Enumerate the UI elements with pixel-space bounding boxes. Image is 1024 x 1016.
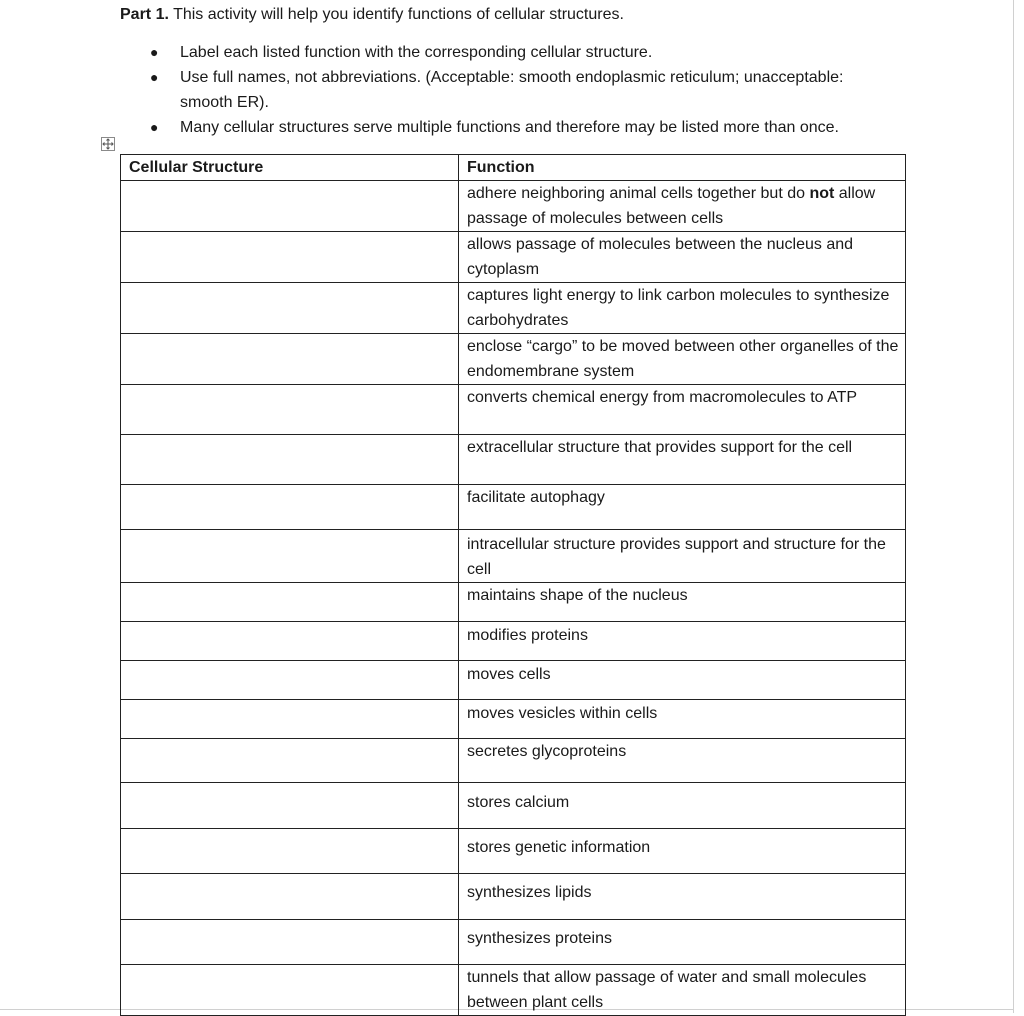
table-row [121, 920, 906, 965]
instruction-item [120, 115, 900, 140]
table-row [121, 435, 906, 485]
instruction-list [120, 40, 900, 140]
structure-answer-cell[interactable] [121, 583, 459, 622]
table-row [121, 283, 906, 334]
structure-answer-cell[interactable] [121, 232, 459, 283]
table-row [121, 583, 906, 622]
function-emphasis: not [809, 185, 835, 202]
bullet-icon: ● [150, 119, 159, 135]
table-row [121, 485, 906, 530]
table-row [121, 700, 906, 739]
function-cell: enclose “cargo” to be moved between other organelles of the endomembrane system [459, 334, 906, 385]
function-cell: stores genetic information [459, 829, 906, 874]
page-edge [1013, 0, 1014, 1013]
function-cell: maintains shape of the nucleus [459, 583, 906, 622]
function-cell: tunnels that allow passage of water and small molecules between plant cells [459, 965, 906, 1016]
table-move-handle-icon[interactable] [101, 137, 115, 151]
bullet-icon: ● [150, 44, 159, 60]
function-cell: synthesizes proteins [459, 920, 906, 965]
instruction-item [120, 40, 900, 65]
function-text: adhere neighboring animal cells together but do [467, 185, 810, 202]
instruction-text: Many cellular structures serve multiple functions and therefore may be listed more than once. [180, 119, 839, 136]
table-row [121, 622, 906, 661]
function-cell: moves cells [459, 661, 906, 700]
table-row [121, 181, 906, 232]
table-row [121, 385, 906, 435]
part-description: This activity will help you identify functions of cellular structures. [173, 6, 624, 23]
structure-answer-cell[interactable] [121, 783, 459, 829]
structure-answer-cell[interactable] [121, 874, 459, 920]
function-cell: facilitate autophagy [459, 485, 906, 530]
function-cell: allows passage of molecules between the nucleus and cytoplasm [459, 232, 906, 283]
table-row [121, 661, 906, 700]
bullet-icon: ● [150, 69, 159, 85]
function-cell: intracellular structure provides support and structure for the cell [459, 530, 906, 583]
structure-answer-cell[interactable] [121, 739, 459, 783]
instruction-text: Use full names, not abbreviations. (Acceptable: smooth endoplasmic reticulum; unacceptable: smooth ER). [180, 69, 844, 111]
structure-answer-cell[interactable] [121, 530, 459, 583]
structure-answer-cell[interactable] [121, 622, 459, 661]
structure-answer-cell[interactable] [121, 181, 459, 232]
part-label: Part 1. [120, 6, 169, 23]
header-function: Function [459, 155, 906, 181]
structure-answer-cell[interactable] [121, 920, 459, 965]
structure-answer-cell[interactable] [121, 700, 459, 739]
structure-answer-cell[interactable] [121, 435, 459, 485]
structure-answer-cell[interactable] [121, 829, 459, 874]
table-row [121, 739, 906, 783]
part-heading [120, 4, 624, 26]
function-cell: stores calcium [459, 783, 906, 829]
function-cell: moves vesicles within cells [459, 700, 906, 739]
structure-function-table [120, 154, 906, 1016]
table-row [121, 334, 906, 385]
header-cellular-structure: Cellular Structure [121, 155, 459, 181]
function-cell: secretes glycoproteins [459, 739, 906, 783]
function-cell: modifies proteins [459, 622, 906, 661]
structure-answer-cell[interactable] [121, 334, 459, 385]
function-cell [459, 181, 906, 232]
table-row [121, 530, 906, 583]
structure-answer-cell[interactable] [121, 485, 459, 530]
table-row [121, 965, 906, 1016]
function-cell: extracellular structure that provides support for the cell [459, 435, 906, 485]
structure-answer-cell[interactable] [121, 283, 459, 334]
table-row [121, 829, 906, 874]
structure-answer-cell[interactable] [121, 965, 459, 1016]
table-header-row [121, 155, 906, 181]
instruction-text: Label each listed function with the corresponding cellular structure. [180, 44, 653, 61]
structure-answer-cell[interactable] [121, 661, 459, 700]
table-row [121, 232, 906, 283]
function-cell: synthesizes lipids [459, 874, 906, 920]
structure-answer-cell[interactable] [121, 385, 459, 435]
function-text: allow passage of molecules between cells [467, 185, 876, 227]
function-cell: converts chemical energy from macromolecules to ATP [459, 385, 906, 435]
function-cell: captures light energy to link carbon molecules to synthesize carbohydrates [459, 283, 906, 334]
table-row [121, 874, 906, 920]
instruction-item [120, 65, 900, 115]
table-row [121, 783, 906, 829]
